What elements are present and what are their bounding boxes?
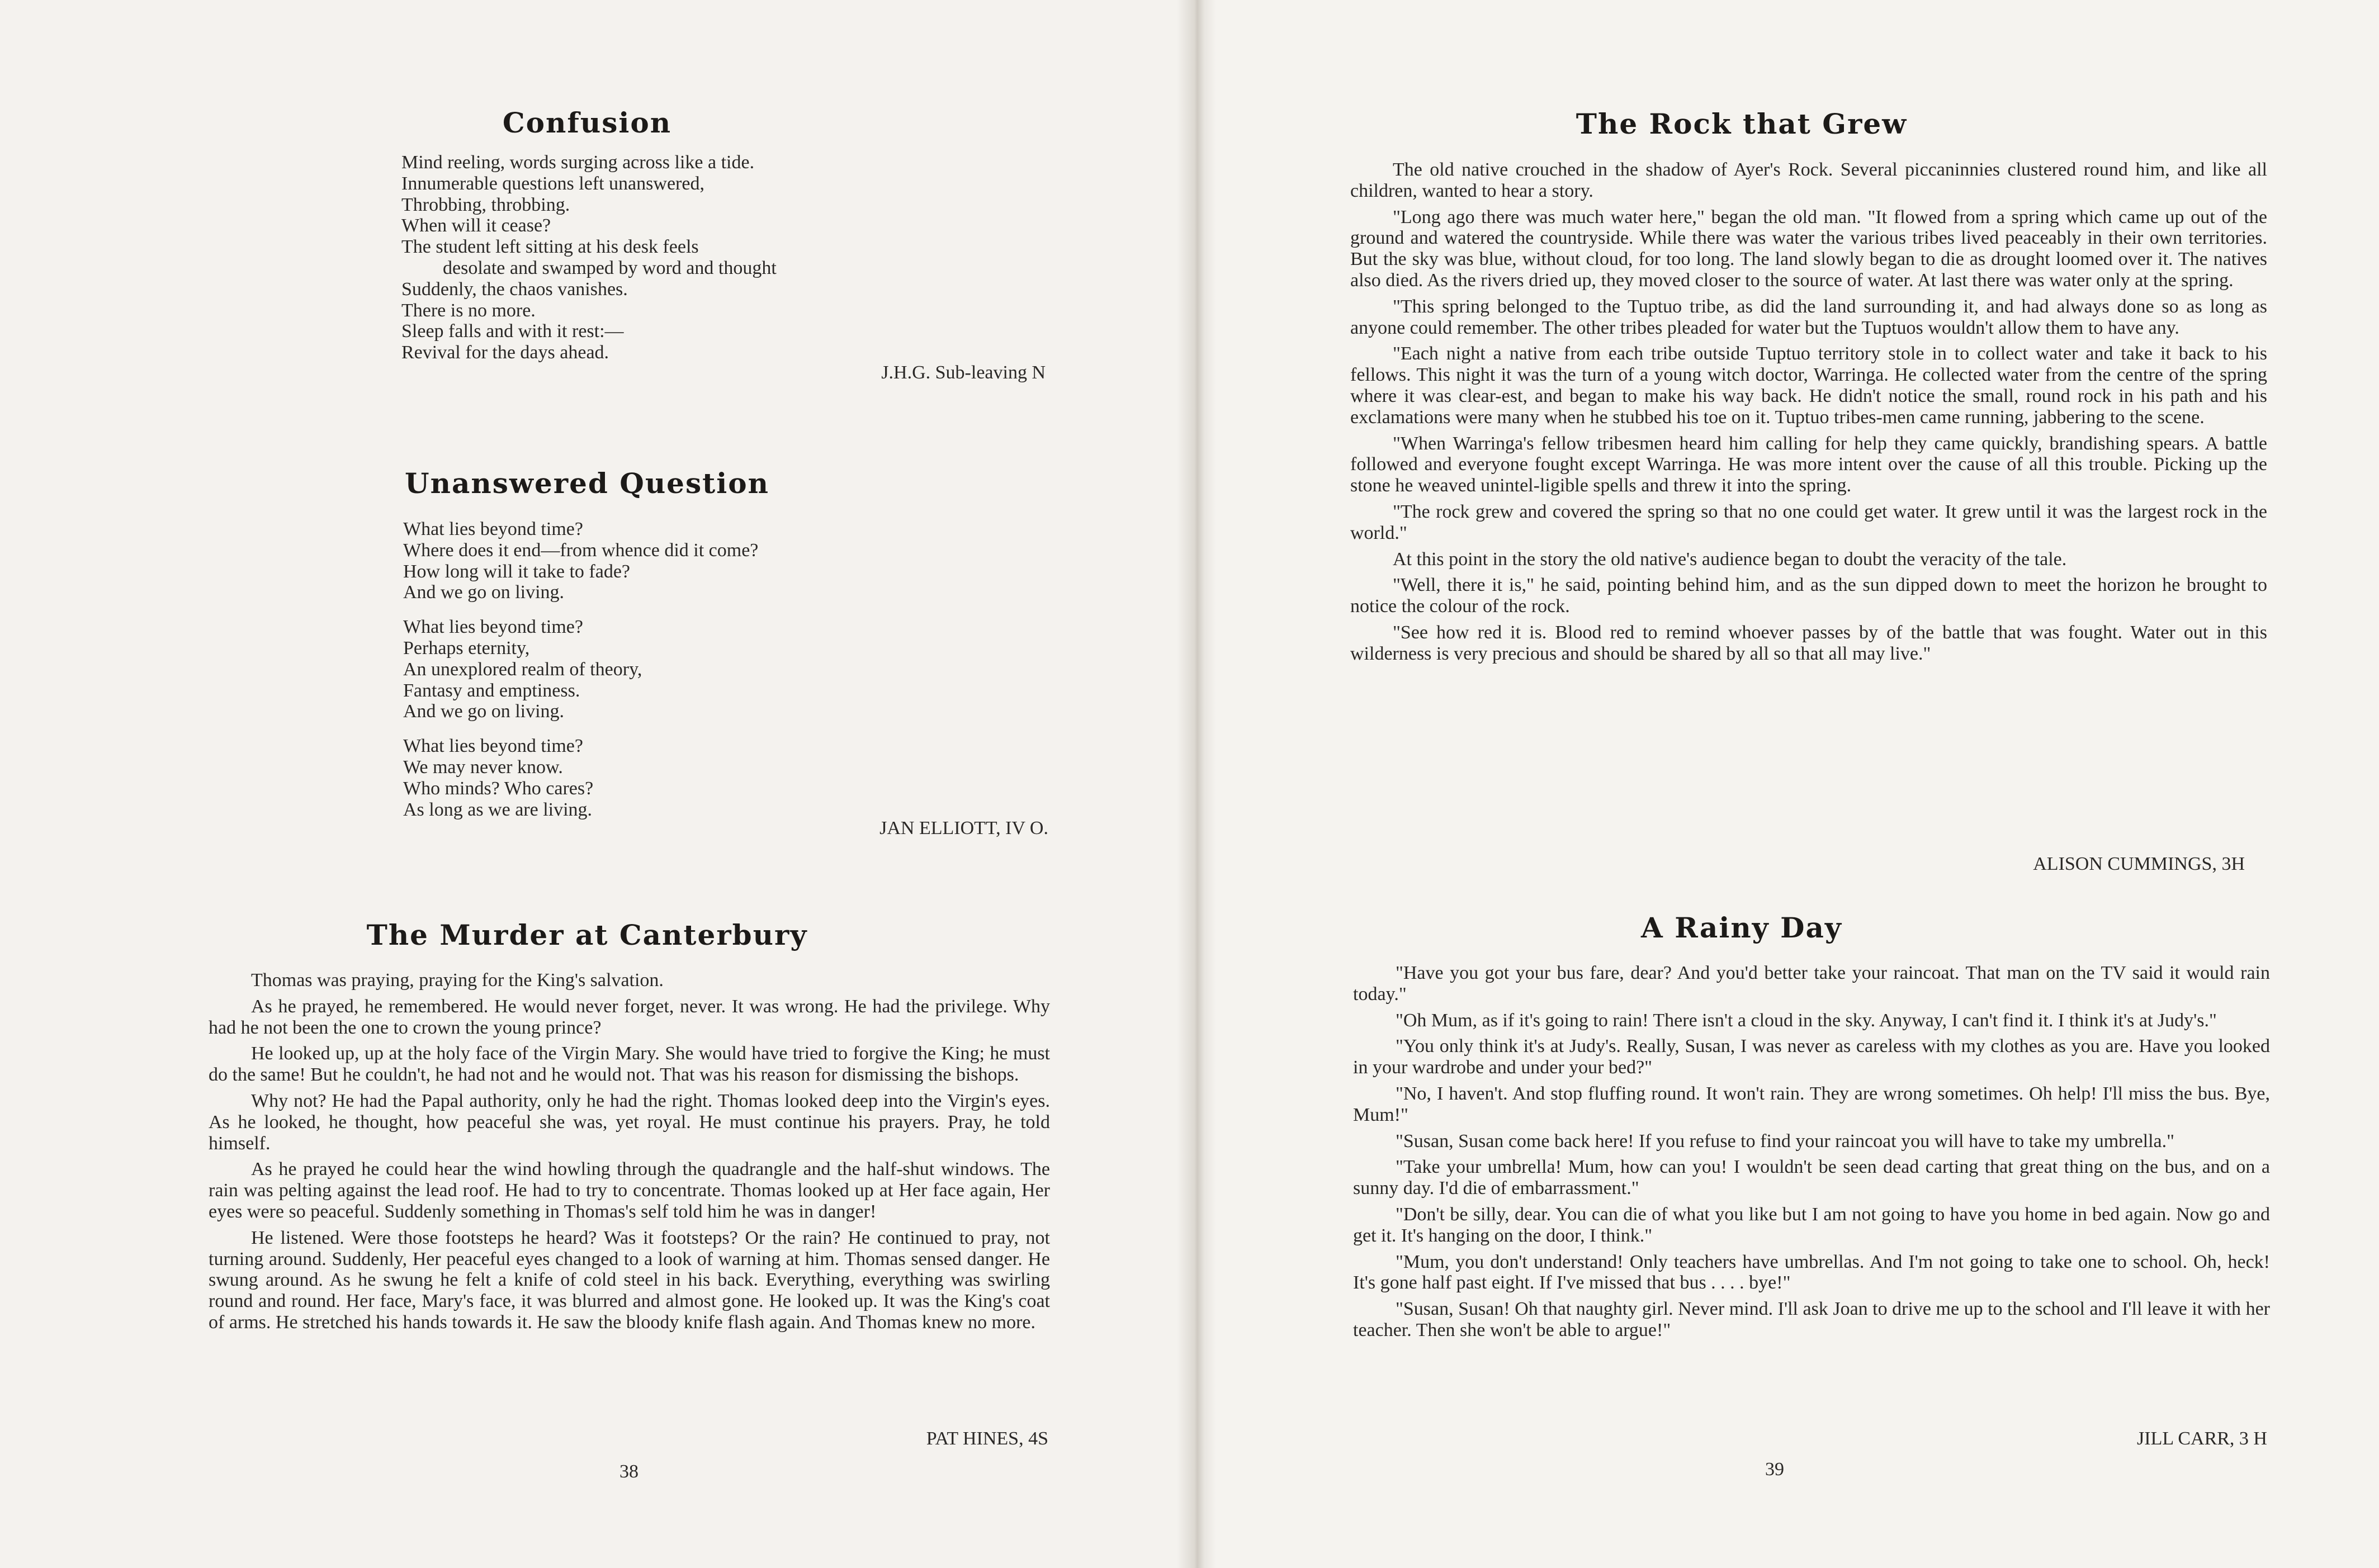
poem-line: Innumerable questions left unanswered, bbox=[401, 173, 704, 194]
paragraph: As he prayed he could hear the wind howling through the quadrangle and the half-shut windows. The rain was pelting against the lead roof. He had to try to concentrate. Thomas looked up at Her face again, Her eyes were so peaceful. Suddenly something in Thomas's self told him he was in danger! bbox=[209, 1159, 1050, 1222]
paragraph: As he prayed, he remembered. He would never forget, never. It was wrong. He had the privilege. Why had he not been the one to crown the young prince? bbox=[209, 996, 1050, 1038]
poem-line: When will it cease? bbox=[401, 215, 551, 236]
paragraph: "Mum, you don't understand! Only teachers have umbrellas. And I'm not going to take one to school. Oh, heck! It's gone half past eight. If I've missed that bus . . . . bye!" bbox=[1353, 1251, 2270, 1294]
poem-line: How long will it take to fade? bbox=[403, 561, 631, 582]
poem-line: What lies beyond time? bbox=[403, 617, 583, 638]
rainy-title: A Rainy Day bbox=[1641, 911, 1842, 944]
poem-line: Fantasy and emptiness. bbox=[403, 680, 580, 701]
paragraph: "No, I haven't. And stop fluffing round. It won't rain. They are wrong sometimes. Oh help! I'll miss the bus. Bye, Mum!" bbox=[1353, 1083, 2270, 1125]
paragraph: "Take your umbrella! Mum, how can you! I wouldn't be seen dead carting that great thing on the bus, and on a sunny day. I'd die of embarrassment." bbox=[1353, 1157, 2270, 1199]
paragraph: "Susan, Susan! Oh that naughty girl. Never mind. I'll ask Joan to drive me up to the school and I'll leave it with her teacher. Then she won't be able to argue!" bbox=[1353, 1299, 2270, 1340]
poem-line: The student left sitting at his desk feels bbox=[401, 236, 699, 258]
confusion-title: Confusion bbox=[502, 106, 672, 139]
murder-author: PAT HINES, 4S bbox=[926, 1428, 1048, 1449]
paragraph: Thomas was praying, praying for the King's salvation. bbox=[251, 970, 664, 991]
page-number: 39 bbox=[1765, 1459, 1784, 1480]
paragraph: "Long ago there was much water here," began the old man. "It flowed from a spring which came up out of the ground and watered the countryside. While there was water the various tribes lived peaceably in their own territories. But the sky was blue, without cloud, for too long. The land slowly began to die as drought loomed over it. The natives also died. As the rivers dried up, they moved closer to the source of water. At last there was water only at the spring. bbox=[1350, 206, 2267, 291]
rock-title: The Rock that Grew bbox=[1576, 107, 1908, 140]
paragraph: "Oh Mum, as if it's going to rain! There isn't a cloud in the sky. Anyway, I can't find it. I think it's at Judy's." bbox=[1396, 1010, 2217, 1031]
stanza bbox=[403, 519, 758, 603]
poem-line: Who minds? Who cares? bbox=[403, 778, 594, 799]
murder-title: The Murder at Canterbury bbox=[366, 918, 808, 951]
rainy-author: JILL CARR, 3 H bbox=[2137, 1428, 2267, 1449]
poem-line: What lies beyond time? bbox=[403, 519, 583, 539]
poem-line: And we go on living. bbox=[403, 582, 565, 603]
poem-line: Revival for the days ahead. bbox=[401, 342, 609, 363]
poem-line: Where does it end—from whence did it come? bbox=[403, 539, 759, 561]
question-author: JAN ELLIOTT, IV O. bbox=[879, 818, 1048, 839]
paragraph: He looked up, up at the holy face of the Virgin Mary. She would have tried to forgive the King; he must do the same! But he couldn't, he had not and he would not. That was his reason for dismissing the bishops. bbox=[209, 1043, 1050, 1086]
poem-line: And we go on living. bbox=[403, 701, 565, 722]
rainy-story bbox=[1353, 963, 2270, 1346]
paragraph: Why not? He had the Papal authority, only he had the right. Thomas looked deep into the Virgin's eyes. As he looked, he thought, how peaceful she was, yet royal. He must continue his prayers. Pray, he told himself. bbox=[209, 1090, 1050, 1154]
question-title: Unanswered Question bbox=[405, 467, 769, 500]
paragraph: The old native crouched in the shadow of Ayer's Rock. Several piccaninnies clustered round him, and like all children, wanted to hear a story. bbox=[1350, 159, 2267, 201]
murder-story bbox=[209, 970, 1050, 1338]
stanza bbox=[403, 736, 758, 820]
confusion-poem bbox=[401, 152, 777, 363]
paragraph: "Susan, Susan come back here! If you refuse to find your raincoat you will have to take my umbrella." bbox=[1396, 1130, 2175, 1152]
paragraph: "Don't be silly, dear. You can die of what you like but I am not going to have you home in bed again. Now go and get it. It's hanging on the door, I think." bbox=[1353, 1204, 2270, 1246]
rock-story bbox=[1350, 159, 2267, 670]
right-page bbox=[1194, 0, 2379, 1568]
poem-line: An unexplored realm of theory, bbox=[403, 659, 642, 680]
paragraph: "When Warringa's fellow tribesmen heard him calling for help they came quickly, brandishing spears. A battle followed and everyone fought except Warringa. He was more intent over the cause of all this trouble. Picking up the stone he weaved unintel-ligible spells and threw it into the spring. bbox=[1350, 433, 2267, 496]
poem-line: What lies beyond time? bbox=[403, 736, 583, 757]
poem-line: As long as we are living. bbox=[403, 799, 593, 820]
paragraph: He listened. Were those footsteps he heard? Was it footsteps? Or the rain? He continued to pray, not turning around. Suddenly, Her peaceful eyes changed to a look of warning at him. Thomas sensed danger. He swung around. As he swung he felt a knife of cold steel in his back. Everything, everything was swirling round and round. Her face, Mary's face, it was blurred and almost gone. He looked up. It was the King's coat of arms. He stretched his hands towards it. He saw the bloody knife flash again. And Thomas knew no more. bbox=[209, 1227, 1050, 1333]
paragraph: "The rock grew and covered the spring so that no one could get water. It grew until it was the largest rock in the world." bbox=[1350, 501, 2267, 543]
paragraph: At this point in the story the old native's audience began to doubt the veracity of the tale. bbox=[1393, 548, 2067, 570]
book-gutter bbox=[1177, 0, 1216, 1568]
poem-line: Perhaps eternity, bbox=[403, 637, 530, 659]
paragraph: "This spring belonged to the Tuptuo tribe, as did the land surrounding it, and had always done so as long as anyone could remember. The other tribes pleaded for water but the Tuptuos wouldn't allow them to have any. bbox=[1350, 296, 2267, 338]
rock-author: ALISON CUMMINGS, 3H bbox=[2033, 854, 2245, 874]
poem-line: Suddenly, the chaos vanishes. bbox=[401, 278, 628, 300]
poem-line: We may never know. bbox=[403, 756, 563, 778]
paragraph: "You only think it's at Judy's. Really, Susan, I was never as careless with my clothes as you are. Have you looked in your wardrobe and under your bed?" bbox=[1353, 1036, 2270, 1078]
poem-line: Sleep falls and with it rest:— bbox=[401, 321, 624, 342]
stanza bbox=[403, 617, 758, 722]
poem-line: There is no more. bbox=[401, 300, 536, 321]
paragraph: "Each night a native from each tribe outside Tuptuo territory stole in to collect water and take it back to his fellows. This night it was the turn of a young witch doctor, Warringa. He collected water from the centre of the spring where it was clear-est, and began to make his way back. He didn't notice the small, round rock in his path and his exclamations were many when he stubbed his toe on it. Tuptuo tribes-men came running, jabbering to the scene. bbox=[1350, 343, 2267, 428]
confusion-author: J.H.G. Sub-leaving N bbox=[881, 362, 1046, 383]
paragraph: "Have you got your bus fare, dear? And you'd better take your raincoat. That man on the TV said it would rain today." bbox=[1353, 963, 2270, 1005]
question-poem bbox=[403, 519, 758, 833]
poem-line: desolate and swamped by word and thought bbox=[443, 257, 777, 278]
paragraph: "Well, there it is," he said, pointing behind him, and as the sun dipped down to meet the horizon he brought to notice the colour of the rock. bbox=[1350, 575, 2267, 617]
page-number: 38 bbox=[619, 1461, 639, 1482]
poem-line: Throbbing, throbbing. bbox=[401, 194, 570, 215]
poem-line: Mind reeling, words surging across like a tide. bbox=[401, 152, 755, 173]
paragraph: "See how red it is. Blood red to remind whoever passes by of the battle that was fought. Water out in this wilderness is very precious and should be shared by all so that all may live." bbox=[1350, 622, 2267, 664]
